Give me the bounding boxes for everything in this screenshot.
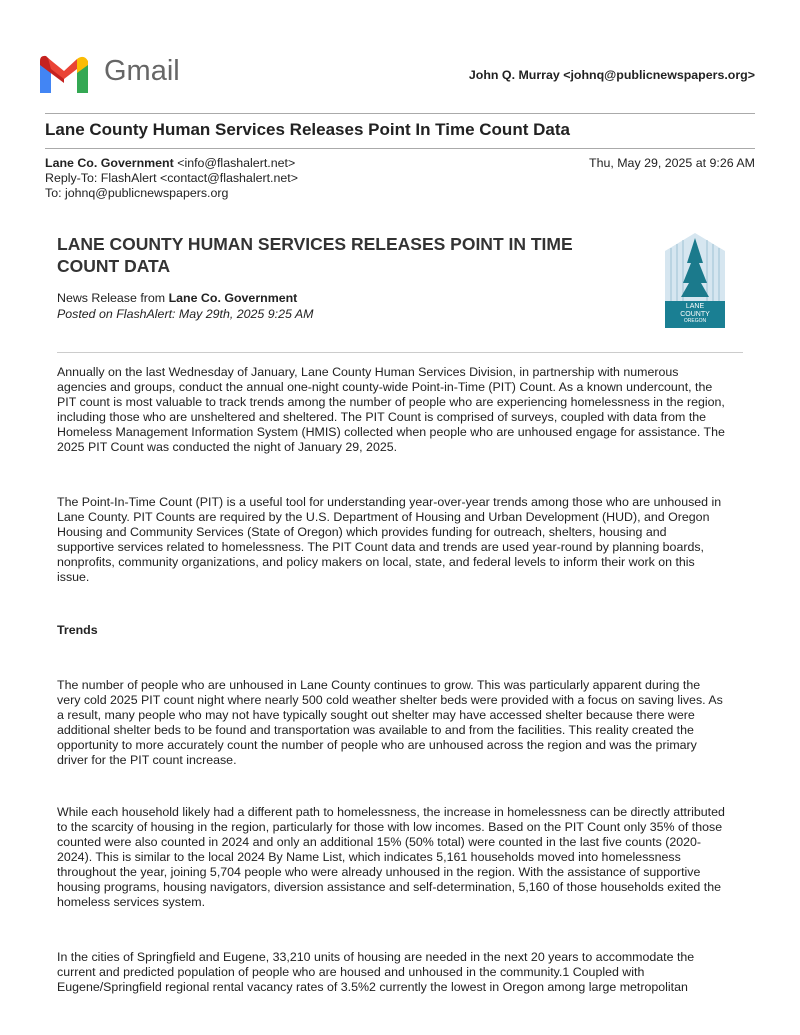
logo-text: LANE — [685, 303, 705, 310]
sender-email[interactable]: <info@flashalert.net> — [177, 156, 296, 170]
email-subject: Lane County Human Services Releases Point In Time Count Data — [45, 120, 570, 139]
release-org: Lane Co. Government — [168, 291, 298, 305]
paragraph-line: housing programs, housing navigators, diversion assistance and self-determination, 5,160 of those households exited the — [57, 880, 721, 894]
paragraph-line: counted were also counted in 2024 and only an additional 15% (50% total) were counted in the last five counts (2020- — [57, 835, 702, 849]
paragraph-line: throughout the year, joining 5,704 people who were already unhoused in the region. With the assistance of supportive — [57, 865, 701, 879]
paragraph-line: nonprofits, community organizations, and policy makers on local, state, and federal levels to inform their work on this — [57, 555, 695, 569]
sender — [45, 156, 295, 171]
logo-text: COUNTY — [680, 310, 710, 318]
trends-heading: Trends — [57, 623, 98, 637]
gmail-logo — [40, 55, 180, 98]
paragraph-line: homeless services system. — [57, 895, 206, 909]
paragraph-line: PIT count is most valuable to track trends among the number of people who are experiencing homelessness in the region, — [57, 395, 725, 409]
gmail-wordmark: Gmail — [104, 55, 180, 87]
to-recipient: To: johnq@publicnewspapers.org — [45, 186, 229, 200]
article-title — [57, 233, 573, 277]
logo-text: OREGON — [683, 318, 707, 324]
paragraph-line: The Point-In-Time Count (PIT) is a useful tool for understanding year-over-year trends among those who are unhoused in — [57, 495, 722, 509]
account-label: John Q. Murray <johnq@publicnewspapers.org> — [468, 68, 755, 82]
release-prefix: News Release from — [57, 291, 169, 305]
email-date: Thu, May 29, 2025 at 9:26 AM — [589, 156, 755, 170]
paragraph-line: driver for the PIT count increase. — [57, 753, 237, 767]
news-release-source — [57, 291, 297, 306]
paragraph-line: issue. — [57, 570, 90, 584]
paragraph-line: very cold 2025 PIT count night where nearly 500 cold weather shelter beds were provided with a focus on saving lives. As — [57, 693, 723, 707]
paragraph-line: additional shelter beds to be found and transportation was available to and from the facilities. This reality created the — [57, 723, 694, 737]
paragraph-line: Eugene/Springfield regional rental vacancy rates of 3.5%2 currently the lowest in Oregon among large metropolitan — [57, 980, 688, 994]
sender-name: Lane Co. Government — [45, 156, 174, 170]
divider — [45, 113, 755, 114]
article-title-line: COUNT DATA — [57, 256, 171, 276]
paragraph-line: The number of people who are unhoused in Lane County continues to grow. This was particularly apparent during the — [57, 678, 701, 692]
paragraph-line: While each household likely had a different path to homelessness, the increase in homelessness can be directly attributed — [57, 805, 725, 819]
paragraph-line: 2024). This is similar to the local 2024 By Name List, which indicates 5,161 households moved into homelessness — [57, 850, 681, 864]
article-title-line: LANE COUNTY HUMAN SERVICES RELEASES POINT IN TIME — [57, 234, 573, 254]
paragraph-line: including those who are unsheltered and sheltered. The PIT Count is comprised of surveys, coupled with data from the — [57, 410, 707, 424]
paragraph-line: In the cities of Springfield and Eugene, 33,210 units of housing are needed in the next 20 years to accommodate the — [57, 950, 695, 964]
paragraph-line: to the scarcity of housing in the region, particularly for those with low incomes. Based on the PIT Count only 35% of those — [57, 820, 723, 834]
paragraph-line: agencies and groups, conduct the annual one-night county-wide Point-in-Time (PIT) Count. As a known undercount, the — [57, 380, 713, 394]
paragraph-line: Annually on the last Wednesday of January, Lane County Human Services Division, in partnership with numerous — [57, 365, 679, 379]
reply-to: Reply-To: FlashAlert <contact@flashalert.net> — [45, 171, 298, 185]
lane-county-logo — [665, 233, 725, 328]
divider — [45, 148, 755, 149]
paragraph-line: Homeless Management Information System (HMIS) collected when people who are unhoused engage for assistance. The — [57, 425, 725, 439]
gmail-m-icon — [40, 55, 88, 93]
paragraph-line: opportunity to more accurately count the number of people who are unhoused across the region and was the primary — [57, 738, 697, 752]
paragraph-line: 2025 PIT Count was conducted the night of January 29, 2025. — [57, 440, 398, 454]
posted-date: Posted on FlashAlert: May 29th, 2025 9:25 AM — [57, 307, 314, 321]
paragraph-line: current and predicted population of people who are housed and unhoused in the community.1 Coupled with — [57, 965, 645, 979]
paragraph-line: supportive services related to homelessness. The PIT Count data and trends are used year-round by planning boards, — [57, 540, 704, 554]
paragraph-line: a result, many people who may not have typically sought out shelter may have accessed shelter because there were — [57, 708, 695, 722]
paragraph-line: Housing and Community Services (State of Oregon) which provides funding for outreach, shelters, housing and — [57, 525, 667, 539]
divider — [57, 352, 743, 353]
paragraph-line: Lane County. PIT Counts are required by the U.S. Department of Housing and Urban Development (HUD), and Oregon — [57, 510, 710, 524]
